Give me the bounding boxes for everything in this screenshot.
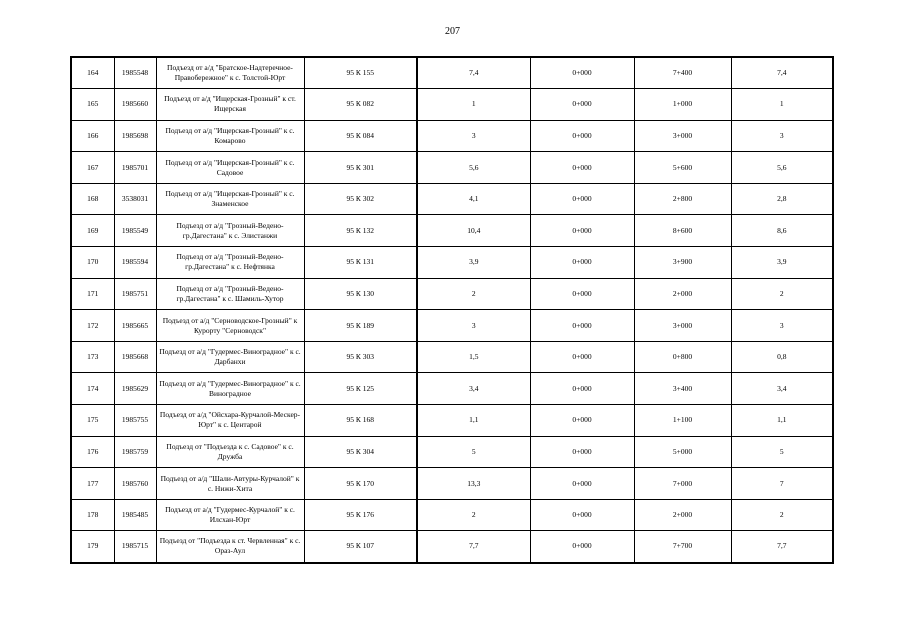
road-code-cell: 95 К 189 <box>304 310 417 342</box>
road-name-cell: Подъезд от а/д "Гудермес-Виноградное" к с. Дарбанхи <box>156 341 304 373</box>
start-km-cell: 0+000 <box>530 215 634 247</box>
road-code-cell: 95 К 132 <box>304 215 417 247</box>
table-row <box>71 247 833 279</box>
road-id-cell: 1985715 <box>114 531 156 563</box>
road-name-cell: Подъезд от а/д "Серноводское-Грозный" к Курорту "Серноводск" <box>156 310 304 342</box>
road-id-cell: 1985760 <box>114 468 156 500</box>
row-number-cell: 169 <box>71 215 114 247</box>
length-cell: 5 <box>417 436 530 468</box>
road-id-cell: 1985665 <box>114 310 156 342</box>
start-km-cell: 0+000 <box>530 436 634 468</box>
start-km-cell: 0+000 <box>530 120 634 152</box>
length-cell: 13,3 <box>417 468 530 500</box>
road-name-cell: Подъезд от а/д "Грозный-Ведено-гр.Дагестана" к с. Шамиль-Хутор <box>156 278 304 310</box>
table-row <box>71 436 833 468</box>
table-row <box>71 531 833 563</box>
road-name-cell: Подъезд от а/д "Гудермес-Курчалой" к с. Илсхан-Юрт <box>156 499 304 531</box>
table-row <box>71 57 833 89</box>
start-km-cell: 0+000 <box>530 373 634 405</box>
row-number-cell: 178 <box>71 499 114 531</box>
road-name-cell: Подъезд от а/д "Грозный-Ведено-гр.Дагестана" к с. Нефтянка <box>156 247 304 279</box>
total-length-cell: 3,4 <box>731 373 833 405</box>
length-cell: 5,6 <box>417 152 530 184</box>
row-number-cell: 168 <box>71 183 114 215</box>
start-km-cell: 0+000 <box>530 57 634 89</box>
road-code-cell: 95 К 302 <box>304 183 417 215</box>
road-code-cell: 95 К 304 <box>304 436 417 468</box>
row-number-cell: 166 <box>71 120 114 152</box>
table-row <box>71 468 833 500</box>
end-km-cell: 3+900 <box>634 247 731 279</box>
road-id-cell: 1985594 <box>114 247 156 279</box>
end-km-cell: 1+000 <box>634 89 731 121</box>
length-cell: 7,7 <box>417 531 530 563</box>
road-name-cell: Подъезд от "Подъезда к ст. Червленная" к с. Ораз-Аул <box>156 531 304 563</box>
total-length-cell: 5 <box>731 436 833 468</box>
length-cell: 1,5 <box>417 341 530 373</box>
length-cell: 1,1 <box>417 405 530 437</box>
road-id-cell: 1985629 <box>114 373 156 405</box>
roads-table <box>70 56 834 564</box>
length-cell: 4,1 <box>417 183 530 215</box>
start-km-cell: 0+000 <box>530 310 634 342</box>
end-km-cell: 1+100 <box>634 405 731 437</box>
table-row <box>71 278 833 310</box>
length-cell: 3,9 <box>417 247 530 279</box>
road-name-cell: Подъезд от "Подъезда к с. Садовое" к с. Дружба <box>156 436 304 468</box>
road-code-cell: 95 К 303 <box>304 341 417 373</box>
road-code-cell: 95 К 170 <box>304 468 417 500</box>
total-length-cell: 8,6 <box>731 215 833 247</box>
total-length-cell: 2 <box>731 278 833 310</box>
row-number-cell: 175 <box>71 405 114 437</box>
total-length-cell: 1 <box>731 89 833 121</box>
table-row <box>71 499 833 531</box>
end-km-cell: 2+000 <box>634 278 731 310</box>
road-code-cell: 95 К 168 <box>304 405 417 437</box>
end-km-cell: 5+000 <box>634 436 731 468</box>
road-id-cell: 3538031 <box>114 183 156 215</box>
row-number-cell: 173 <box>71 341 114 373</box>
row-number-cell: 174 <box>71 373 114 405</box>
table-row <box>71 215 833 247</box>
road-name-cell: Подъезд от а/д "Братское-Надтеречное-Правобережное" к с. Толстой-Юрт <box>156 57 304 89</box>
length-cell: 10,4 <box>417 215 530 247</box>
row-number-cell: 165 <box>71 89 114 121</box>
table-row <box>71 183 833 215</box>
total-length-cell: 7,4 <box>731 57 833 89</box>
table-row <box>71 405 833 437</box>
start-km-cell: 0+000 <box>530 183 634 215</box>
table-row <box>71 152 833 184</box>
row-number-cell: 170 <box>71 247 114 279</box>
road-name-cell: Подъезд от а/д "Ойсхара-Курчалой-Мескер-Юрт" к с. Центарой <box>156 405 304 437</box>
table-body <box>71 57 833 563</box>
road-code-cell: 95 К 082 <box>304 89 417 121</box>
table-row <box>71 373 833 405</box>
end-km-cell: 2+800 <box>634 183 731 215</box>
page-number: 207 <box>445 26 460 37</box>
total-length-cell: 3 <box>731 310 833 342</box>
road-code-cell: 95 К 107 <box>304 531 417 563</box>
table-row <box>71 310 833 342</box>
road-name-cell: Подъезд от а/д "Ищерская-Грозный" к с. Садовое <box>156 152 304 184</box>
road-code-cell: 95 К 084 <box>304 120 417 152</box>
end-km-cell: 7+400 <box>634 57 731 89</box>
table-row <box>71 120 833 152</box>
road-id-cell: 1985549 <box>114 215 156 247</box>
road-id-cell: 1985751 <box>114 278 156 310</box>
road-id-cell: 1985548 <box>114 57 156 89</box>
road-code-cell: 95 К 176 <box>304 499 417 531</box>
length-cell: 3 <box>417 310 530 342</box>
start-km-cell: 0+000 <box>530 278 634 310</box>
row-number-cell: 167 <box>71 152 114 184</box>
road-code-cell: 95 К 131 <box>304 247 417 279</box>
road-name-cell: Подъезд от а/д "Грозный-Ведено-гр.Дагестана" к с. Элистанжи <box>156 215 304 247</box>
road-name-cell: Подъезд от а/д "Шали-Автуры-Курчалой" к с. Нижи-Хита <box>156 468 304 500</box>
road-code-cell: 95 К 130 <box>304 278 417 310</box>
total-length-cell: 2,8 <box>731 183 833 215</box>
road-code-cell: 95 К 125 <box>304 373 417 405</box>
total-length-cell: 1,1 <box>731 405 833 437</box>
end-km-cell: 7+000 <box>634 468 731 500</box>
road-id-cell: 1985701 <box>114 152 156 184</box>
start-km-cell: 0+000 <box>530 152 634 184</box>
end-km-cell: 0+800 <box>634 341 731 373</box>
row-number-cell: 171 <box>71 278 114 310</box>
road-id-cell: 1985698 <box>114 120 156 152</box>
row-number-cell: 179 <box>71 531 114 563</box>
start-km-cell: 0+000 <box>530 499 634 531</box>
start-km-cell: 0+000 <box>530 531 634 563</box>
start-km-cell: 0+000 <box>530 247 634 279</box>
road-code-cell: 95 К 301 <box>304 152 417 184</box>
total-length-cell: 5,6 <box>731 152 833 184</box>
road-code-cell: 95 К 155 <box>304 57 417 89</box>
table-row <box>71 89 833 121</box>
road-id-cell: 1985485 <box>114 499 156 531</box>
total-length-cell: 3 <box>731 120 833 152</box>
road-id-cell: 1985759 <box>114 436 156 468</box>
start-km-cell: 0+000 <box>530 341 634 373</box>
end-km-cell: 3+000 <box>634 310 731 342</box>
row-number-cell: 176 <box>71 436 114 468</box>
length-cell: 3 <box>417 120 530 152</box>
start-km-cell: 0+000 <box>530 468 634 500</box>
road-id-cell: 1985755 <box>114 405 156 437</box>
end-km-cell: 8+600 <box>634 215 731 247</box>
start-km-cell: 0+000 <box>530 89 634 121</box>
total-length-cell: 7 <box>731 468 833 500</box>
length-cell: 2 <box>417 278 530 310</box>
end-km-cell: 5+600 <box>634 152 731 184</box>
row-number-cell: 177 <box>71 468 114 500</box>
total-length-cell: 3,9 <box>731 247 833 279</box>
row-number-cell: 172 <box>71 310 114 342</box>
total-length-cell: 0,8 <box>731 341 833 373</box>
row-number-cell: 164 <box>71 57 114 89</box>
length-cell: 1 <box>417 89 530 121</box>
end-km-cell: 7+700 <box>634 531 731 563</box>
end-km-cell: 3+000 <box>634 120 731 152</box>
road-id-cell: 1985660 <box>114 89 156 121</box>
length-cell: 2 <box>417 499 530 531</box>
end-km-cell: 2+000 <box>634 499 731 531</box>
end-km-cell: 3+400 <box>634 373 731 405</box>
start-km-cell: 0+000 <box>530 405 634 437</box>
road-name-cell: Подъезд от а/д "Ищерская-Грозный" к с. Знаменское <box>156 183 304 215</box>
total-length-cell: 2 <box>731 499 833 531</box>
length-cell: 7,4 <box>417 57 530 89</box>
table-row <box>71 341 833 373</box>
total-length-cell: 7,7 <box>731 531 833 563</box>
length-cell: 3,4 <box>417 373 530 405</box>
road-name-cell: Подъезд от а/д "Ищерская-Грозный" к ст. Ищерская <box>156 89 304 121</box>
road-id-cell: 1985668 <box>114 341 156 373</box>
road-name-cell: Подъезд от а/д "Ищерская-Грозный" к с. Комарово <box>156 120 304 152</box>
road-name-cell: Подъезд от а/д "Гудермес-Виноградное" к с. Виноградное <box>156 373 304 405</box>
